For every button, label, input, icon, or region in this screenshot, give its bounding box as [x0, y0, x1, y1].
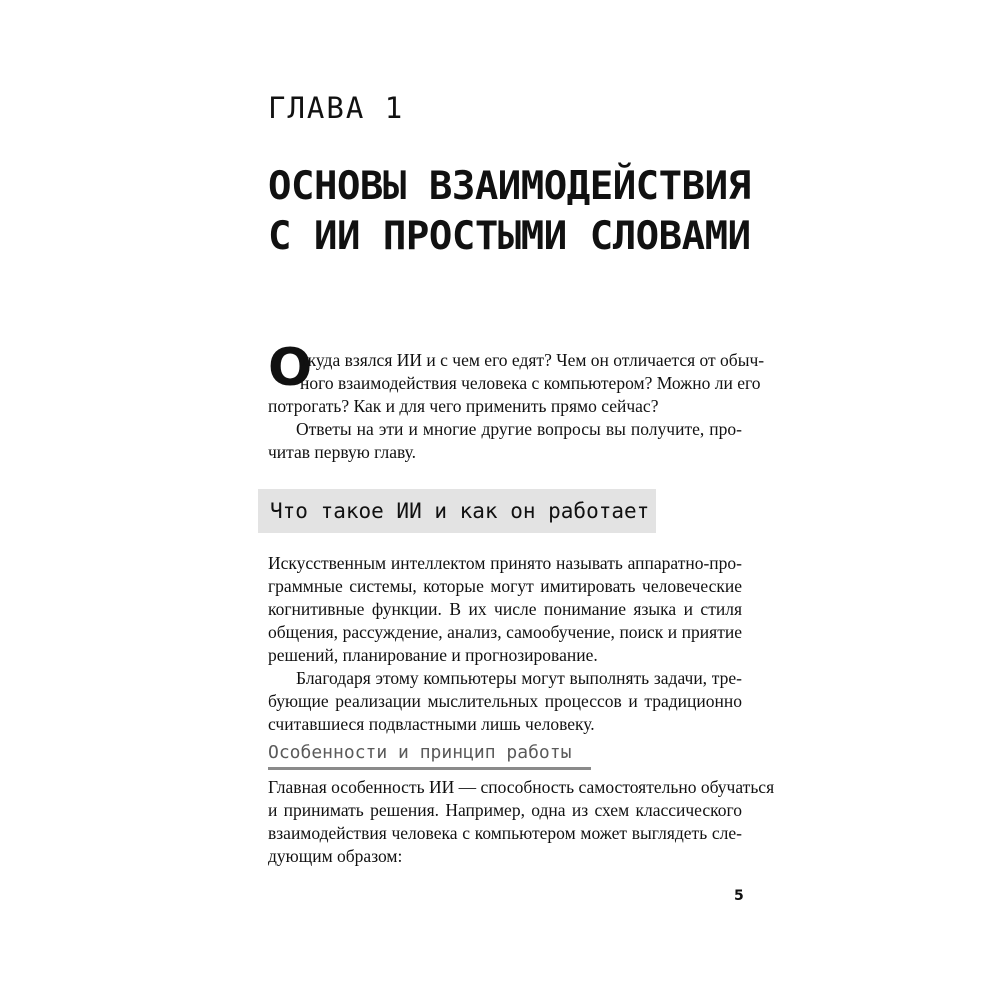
chapter-title-line: С ИИ ПРОСТЫМИ СЛОВАМИ: [268, 214, 751, 259]
subsection-underline: [268, 767, 591, 770]
intro-paragraph: [268, 418, 742, 464]
text-line: ного взаимодействия человека с компьютером? Можно ли его: [300, 373, 761, 393]
text-line: потрогать? Как и для чего применить прямо сейчас?: [268, 396, 659, 416]
chapter-title-line: ОСНОВЫ ВЗАИМОДЕЙСТВИЯ: [268, 164, 751, 209]
text-line: бующие реализации мыслительных процессов и традиционно: [268, 691, 742, 711]
section-text: [268, 552, 742, 736]
drop-cap: О: [268, 338, 313, 398]
text-line: Ответы на эти и многие другие вопросы вы получите, про-: [296, 419, 742, 439]
section-heading: Что такое ИИ и как он работает: [270, 499, 650, 523]
text-line: взаимодействия человека с компьютером может выглядеть сле-: [268, 823, 742, 843]
text-line: общения, рассуждение, анализ, самообучение, поиск и приятие: [268, 622, 742, 642]
text-line: читав первую главу.: [268, 442, 417, 462]
subsection-heading: Особенности и принцип работы: [268, 742, 572, 763]
text-line: когнитивные функции. В их числе понимание языка и стиля: [268, 599, 742, 619]
text-line: считавшиеся подвластными лишь человеку.: [268, 714, 595, 734]
text-line: решений, планирование и прогнозирование.: [268, 645, 598, 665]
intro-paragraph: [268, 349, 765, 418]
text-line: и принимать решения. Например, одна из схем классического: [268, 800, 742, 820]
text-line: дующим образом:: [268, 846, 403, 866]
body-paragraph: [268, 552, 742, 667]
text-line: Искусственным интеллектом принято называть аппаратно-про-: [268, 553, 742, 573]
body-paragraph: [268, 667, 742, 736]
subsection-text: [268, 776, 775, 868]
text-line: граммные системы, которые могут имитировать человеческие: [268, 576, 742, 596]
text-line: Главная особенность ИИ — способность самостоятельно обучаться: [268, 777, 775, 797]
section-heading-box: [258, 489, 656, 533]
page-number: 5: [734, 888, 744, 904]
chapter-title: [268, 162, 788, 262]
text-line: ткуда взялся ИИ и с чем его едят? Чем он отличается от обыч-: [300, 350, 765, 370]
intro-text: [268, 349, 765, 464]
text-line: Благодаря этому компьютеры могут выполнять задачи, тре-: [296, 668, 742, 688]
chapter-label: ГЛАВА 1: [268, 91, 405, 125]
body-paragraph: [268, 776, 775, 868]
